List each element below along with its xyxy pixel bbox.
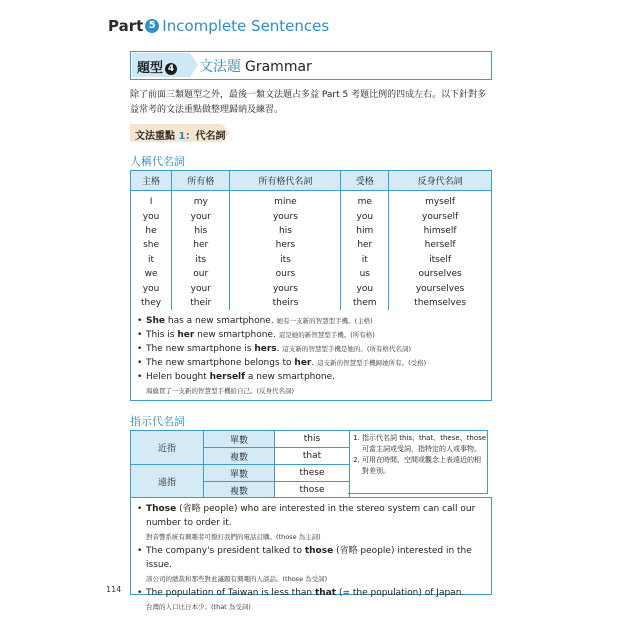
topic-tag-arrow (190, 53, 198, 77)
far-label: 遠指 (131, 465, 204, 499)
example-en: Helen bought herself a new smartphone. (146, 372, 335, 382)
far-singular: these (275, 465, 350, 482)
table-cell: him (341, 224, 389, 238)
table-cell: yourself (389, 209, 492, 223)
table-cell: they (131, 296, 172, 315)
personal-examples-box (130, 310, 492, 401)
table-cell: my (172, 191, 230, 210)
table-cell: their (172, 296, 230, 315)
part-word: Part (108, 17, 144, 35)
near-plural: that (275, 448, 350, 465)
singular-label: 單數 (204, 431, 275, 448)
demonstrative-examples-box (130, 497, 492, 611)
table-cell: he (131, 224, 172, 238)
table-cell: ours (230, 267, 341, 281)
table-cell: its (230, 253, 341, 267)
table-cell: yours (230, 281, 341, 295)
table-row (131, 191, 492, 210)
table-cell: it (341, 253, 389, 267)
table-cell: its (172, 253, 230, 267)
table-cell: you (341, 209, 389, 223)
table-cell: themselves (389, 296, 492, 315)
table-row (131, 224, 492, 238)
table-row (131, 209, 492, 223)
column-header: 所有格代名詞 (230, 171, 341, 191)
page-number: 114 (106, 585, 122, 594)
grammar-point-number: 1 (178, 131, 186, 142)
table-cell: theirs (230, 296, 341, 315)
example-sentence (137, 356, 485, 370)
example-zh: 這支新的智慧型手機是她的。(所有格代名詞) (282, 345, 411, 353)
demonstrative-note: 1. 指示代名詞 this、that、these、those 可當主詞或受詞，指特定的人或事物。 (362, 433, 487, 455)
demonstrative-table (130, 430, 350, 499)
column-header: 反身代名詞 (389, 171, 492, 191)
example-sentence (137, 370, 485, 398)
demonstrative-heading: 指示代名詞 (130, 415, 185, 428)
example-zh: 她有一支新的智慧型手機。(主格) (276, 317, 373, 325)
singular-label-2: 單數 (204, 465, 275, 482)
part-title: Incomplete Sentences (162, 17, 330, 35)
example-sentence (137, 586, 485, 614)
table-cell: hers (230, 238, 341, 252)
example-en: The new smartphone is hers. (146, 344, 280, 354)
example-sentence (137, 342, 485, 356)
grammar-point-label (135, 127, 225, 142)
example-zh: 這是她的新智慧型手機。(所有格) (278, 331, 375, 339)
demonstrative-notes (348, 430, 488, 494)
example-en: The population of Taiwan is less than that (= the population) of Japan. (146, 588, 465, 598)
example-sentence (137, 328, 485, 342)
grammar-point-text: 文法重點 (135, 131, 175, 142)
grammar-point-topic: ：代名詞 (185, 131, 226, 142)
far-plural: those (275, 482, 350, 499)
table-cell: mine (230, 191, 341, 210)
demonstrative-note: 2. 可用在時間、空間或觀念上表遠近的相對差別。 (362, 455, 487, 477)
table-cell: her (341, 238, 389, 252)
example-en: She has a new smartphone. (146, 316, 274, 326)
near-singular: this (275, 431, 350, 448)
table-cell: herself (389, 238, 492, 252)
column-header: 所有格 (172, 171, 230, 191)
table-cell: myself (389, 191, 492, 210)
table-cell: yourselves (389, 281, 492, 295)
personal-pronoun-heading: 人稱代名詞 (130, 155, 185, 168)
example-en: Those (省略 people) who are interested in the stereo system can call our number to order it. (146, 504, 476, 528)
column-header: 主格 (131, 171, 172, 191)
intro-paragraph: 除了前面三類題型之外，最後一類文法題占多益 Part 5 考題比例的四成左右。以下針對多益常考的文法重點做整理歸納及練習。 (130, 90, 487, 115)
table-cell: ourselves (389, 267, 492, 281)
table-cell: our (172, 267, 230, 281)
table-row (131, 238, 492, 252)
example-sentence (137, 314, 485, 328)
topic-label-text: 題型 (137, 61, 164, 76)
table-cell: his (172, 224, 230, 238)
table-cell: it (131, 253, 172, 267)
example-en: The new smartphone belongs to her. (146, 358, 315, 368)
table-cell: your (172, 209, 230, 223)
example-sentence (137, 544, 485, 586)
example-zh: 該公司的總裁和那些對此議題有興趣的人談話。(those 為受詞) (146, 575, 328, 583)
plural-label: 複數 (204, 448, 275, 465)
table-row (131, 267, 492, 281)
topic-number-badge: 4 (165, 63, 177, 75)
example-en: This is her new smartphone. (146, 330, 276, 340)
topic-title-zh: 文法題 (199, 59, 241, 75)
table-row (131, 281, 492, 295)
near-label: 近指 (131, 431, 204, 465)
part-number-badge: 5 (145, 19, 159, 33)
table-cell: me (341, 191, 389, 210)
example-en: The company's president talked to those (省略 people) interested in the issue. (146, 546, 472, 570)
table-cell: you (341, 281, 389, 295)
table-cell: itself (389, 253, 492, 267)
topic-label (137, 57, 177, 76)
table-cell: himself (389, 224, 492, 238)
example-zh: 對音響系統有興趣者可撥打我們的電話訂購。(those 為主詞) (146, 533, 321, 541)
example-zh: 海倫買了一支新的智慧型手機給自己。(反身代名詞) (146, 387, 295, 395)
example-sentence (137, 502, 485, 544)
table-cell: yours (230, 209, 341, 223)
topic-title-en: Grammar (245, 59, 312, 75)
topic-title (199, 56, 312, 76)
table-cell: them (341, 296, 389, 315)
table-row (131, 253, 492, 267)
table-cell: your (172, 281, 230, 295)
example-zh: 這支新的智慧型手機歸她所有。(受格) (317, 359, 427, 367)
table-cell: you (131, 281, 172, 295)
column-header: 受格 (341, 171, 389, 191)
table-cell: she (131, 238, 172, 252)
table-cell: I (131, 191, 172, 210)
table-cell: his (230, 224, 341, 238)
table-cell: you (131, 209, 172, 223)
personal-pronoun-table (130, 170, 492, 315)
part-header (108, 17, 329, 35)
example-zh: 台灣的人口比日本少。(that 為受詞) (146, 603, 251, 611)
table-cell: we (131, 267, 172, 281)
table-cell: her (172, 238, 230, 252)
plural-label-2: 複數 (204, 482, 275, 499)
table-cell: us (341, 267, 389, 281)
